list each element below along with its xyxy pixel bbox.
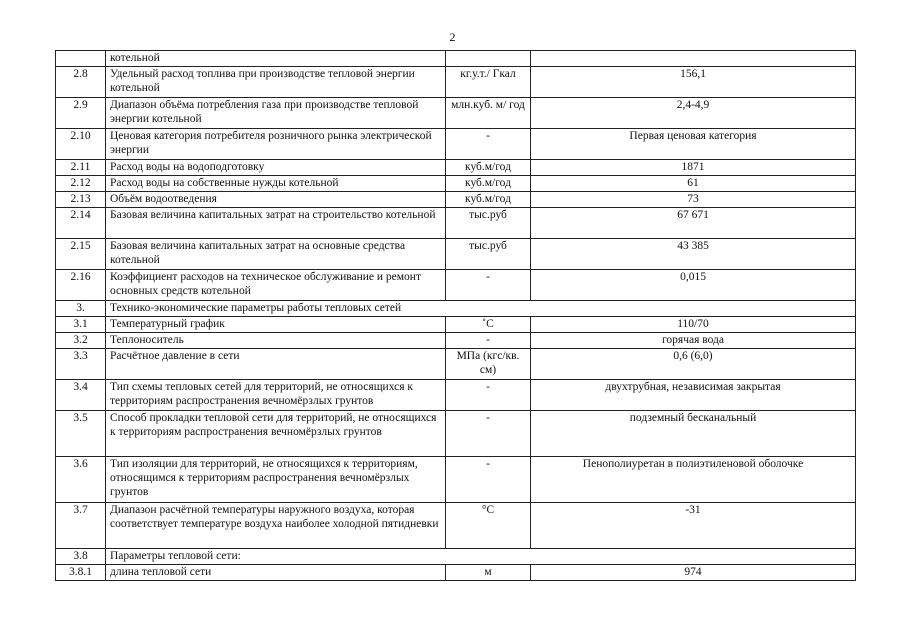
table-row (56, 67, 856, 98)
parameter-name: Теплоноситель (106, 333, 446, 349)
table-row (56, 98, 856, 129)
value-cell: 156,1 (531, 67, 856, 98)
parameters-table (55, 50, 856, 581)
table-row (56, 411, 856, 457)
parameter-name: Базовая величина капитальных затрат на строительство котельной (106, 208, 446, 239)
row-number: 3.3 (56, 349, 106, 380)
parameter-name: Коэффициент расходов на техническое обслуживание и ремонт основных средств котельной (106, 270, 446, 301)
row-number: 2.10 (56, 129, 106, 160)
unit-cell: ˚С (446, 317, 531, 333)
table-row (56, 333, 856, 349)
unit-cell (446, 51, 531, 67)
table-row (56, 380, 856, 411)
table-row (56, 208, 856, 239)
value-cell: подземный бесканальный (531, 411, 856, 457)
parameter-name: котельной (106, 51, 446, 67)
value-cell: 73 (531, 192, 856, 208)
unit-cell: - (446, 333, 531, 349)
table-row (56, 349, 856, 380)
parameter-name: Базовая величина капитальных затрат на основные средства котельной (106, 239, 446, 270)
row-number: 2.11 (56, 160, 106, 176)
value-cell: 974 (531, 565, 856, 581)
table-row (56, 192, 856, 208)
parameter-name: длина тепловой сети (106, 565, 446, 581)
section-title: Параметры тепловой сети: (106, 549, 856, 565)
value-cell: 0,6 (6,0) (531, 349, 856, 380)
parameter-name: Тип схемы тепловых сетей для территорий, не относящихся к территориям распространения вечномёрзлых грунтов (106, 380, 446, 411)
value-cell: 0,015 (531, 270, 856, 301)
unit-cell: куб.м/год (446, 176, 531, 192)
value-cell (531, 51, 856, 67)
page-number: 2 (449, 30, 456, 44)
unit-cell: МПа (кгс/кв. см) (446, 349, 531, 380)
value-cell: Первая ценовая категория (531, 129, 856, 160)
unit-cell: млн.куб. м/ год (446, 98, 531, 129)
unit-cell: кг.у.т./ Гкал (446, 67, 531, 98)
table-row (56, 549, 856, 565)
table-row (56, 301, 856, 317)
value-cell: двухтрубная, независимая закрытая (531, 380, 856, 411)
unit-cell: тыс.руб (446, 208, 531, 239)
value-cell: 2,4-4,9 (531, 98, 856, 129)
row-number: 2.14 (56, 208, 106, 239)
value-cell: Пенополиуретан в полиэтиленовой оболочке (531, 457, 856, 503)
unit-cell: - (446, 411, 531, 457)
parameter-name: Расход воды на собственные нужды котельной (106, 176, 446, 192)
value-cell: 110/70 (531, 317, 856, 333)
parameter-name: Тип изоляции для территорий, не относящихся к территориям, относящимся к территориям распространения вечномёрзлых грунтов (106, 457, 446, 503)
parameter-name: Удельный расход топлива при производстве тепловой энергии котельной (106, 67, 446, 98)
row-number: 3.8.1 (56, 565, 106, 581)
row-number: 3.5 (56, 411, 106, 457)
table-row (56, 160, 856, 176)
value-cell: 67 671 (531, 208, 856, 239)
value-cell: -31 (531, 503, 856, 549)
row-number: 3.2 (56, 333, 106, 349)
unit-cell: куб.м/год (446, 192, 531, 208)
parameter-name: Способ прокладки тепловой сети для территорий, не относящихся к территориям распространения вечномёрзлых грунтов (106, 411, 446, 457)
parameter-name: Расчётное давление в сети (106, 349, 446, 380)
row-number (56, 51, 106, 67)
row-number: 2.8 (56, 67, 106, 98)
table-row (56, 270, 856, 301)
unit-cell: тыс.руб (446, 239, 531, 270)
parameter-name: Расход воды на водоподготовку (106, 160, 446, 176)
parameter-name: Объём водоотведения (106, 192, 446, 208)
unit-cell: - (446, 129, 531, 160)
table-row (56, 457, 856, 503)
value-cell: горячая вода (531, 333, 856, 349)
row-number: 3.1 (56, 317, 106, 333)
row-number: 2.13 (56, 192, 106, 208)
row-number: 2.16 (56, 270, 106, 301)
row-number: 3. (56, 301, 106, 317)
parameter-name: Ценовая категория потребителя розничного рынка электрической энергии (106, 129, 446, 160)
unit-cell: куб.м/год (446, 160, 531, 176)
parameter-name: Температурный график (106, 317, 446, 333)
unit-cell: - (446, 380, 531, 411)
row-number: 2.12 (56, 176, 106, 192)
row-number: 2.15 (56, 239, 106, 270)
table-row (56, 565, 856, 581)
unit-cell: - (446, 457, 531, 503)
table-row (56, 176, 856, 192)
row-number: 3.4 (56, 380, 106, 411)
value-cell: 1871 (531, 160, 856, 176)
row-number: 3.7 (56, 503, 106, 549)
table-row (56, 51, 856, 67)
unit-cell: °С (446, 503, 531, 549)
table-row (56, 503, 856, 549)
table-row (56, 129, 856, 160)
table-row (56, 239, 856, 270)
row-number: 3.6 (56, 457, 106, 503)
value-cell: 61 (531, 176, 856, 192)
unit-cell: - (446, 270, 531, 301)
table-row (56, 317, 856, 333)
parameter-name: Диапазон объёма потребления газа при производстве тепловой энергии котельной (106, 98, 446, 129)
unit-cell: м (446, 565, 531, 581)
section-title: Технико-экономические параметры работы тепловых сетей (106, 301, 856, 317)
value-cell: 43 385 (531, 239, 856, 270)
parameter-name: Диапазон расчётной температуры наружного воздуха, которая соответствует температуре воздуха наиболее холодной пятидневки (106, 503, 446, 549)
row-number: 2.9 (56, 98, 106, 129)
row-number: 3.8 (56, 549, 106, 565)
